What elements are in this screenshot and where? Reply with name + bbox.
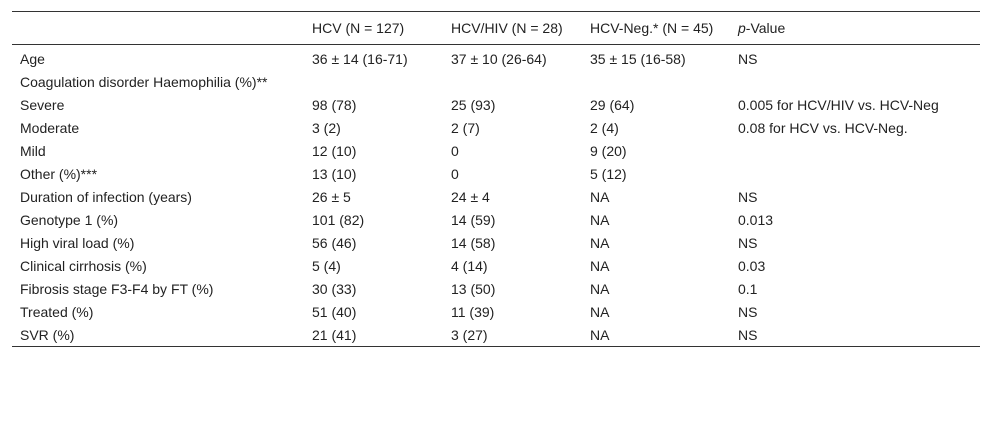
- table-body: [12, 45, 980, 347]
- clinical-characteristics-table: [12, 11, 980, 347]
- header-hcv: HCV (N = 127): [312, 20, 405, 36]
- row-label: Genotype 1 (%): [20, 212, 119, 228]
- cell-p-value: NS: [738, 235, 758, 251]
- table-header: [12, 12, 980, 45]
- cell-hcv-neg: NA: [590, 281, 610, 297]
- table-row: [12, 93, 980, 116]
- cell-hcv-hiv: 25 (93): [451, 97, 496, 113]
- cell-hcv-hiv: [443, 70, 582, 93]
- cell-hcv: 30 (33): [312, 281, 357, 297]
- row-label: High viral load (%): [20, 235, 135, 251]
- cell-hcv: 21 (41): [312, 327, 357, 343]
- header-hcv-hiv: HCV/HIV (N = 28): [451, 20, 563, 36]
- row-label: Other (%)***: [20, 166, 98, 182]
- cell-hcv-neg: NA: [590, 235, 610, 251]
- table-row: [12, 277, 980, 300]
- row-label: Clinical cirrhosis (%): [20, 258, 147, 274]
- table-row: [12, 208, 980, 231]
- cell-hcv-hiv: 14 (58): [451, 235, 496, 251]
- cell-hcv-hiv: 0: [451, 166, 459, 182]
- cell-p-value: [730, 139, 980, 162]
- header-p-value-italic: p: [738, 20, 746, 36]
- cell-hcv-hiv: 3 (27): [451, 327, 488, 343]
- cell-p-value: NS: [738, 327, 758, 343]
- cell-hcv: 51 (40): [312, 304, 357, 320]
- row-label: Fibrosis stage F3-F4 by FT (%): [20, 281, 214, 297]
- cell-hcv-neg: NA: [590, 258, 610, 274]
- cell-p-value: NS: [738, 304, 758, 320]
- cell-p-value: 0.1: [738, 281, 758, 297]
- table-row: [12, 116, 980, 139]
- row-label: Mild: [20, 143, 46, 159]
- cell-hcv-neg: NA: [590, 212, 610, 228]
- cell-hcv-neg: NA: [590, 189, 610, 205]
- data-table-container: [12, 11, 980, 347]
- cell-hcv-neg: NA: [590, 304, 610, 320]
- table-row: [12, 139, 980, 162]
- cell-p-value: 0.005 for HCV/HIV vs. HCV-Neg: [738, 97, 939, 113]
- table-row: [12, 185, 980, 208]
- row-label: Age: [20, 51, 45, 67]
- table-row: [12, 231, 980, 254]
- cell-hcv-neg: NA: [590, 327, 610, 343]
- cell-hcv: 56 (46): [312, 235, 357, 251]
- cell-p-value: NS: [738, 51, 758, 67]
- cell-hcv: 12 (10): [312, 143, 357, 159]
- header-p-value-rest: -Value: [745, 20, 786, 36]
- cell-hcv: [304, 70, 443, 93]
- cell-p-value: 0.013: [738, 212, 774, 228]
- cell-hcv: 26 ± 5: [312, 189, 351, 205]
- cell-hcv-neg: 35 ± 15 (16-58): [590, 51, 686, 67]
- cell-hcv-hiv: 2 (7): [451, 120, 480, 136]
- header-blank: [12, 12, 304, 45]
- cell-hcv: 101 (82): [312, 212, 365, 228]
- row-label: SVR (%): [20, 327, 75, 343]
- cell-p-value: NS: [738, 189, 758, 205]
- cell-hcv: 5 (4): [312, 258, 341, 274]
- cell-hcv-neg: 2 (4): [590, 120, 619, 136]
- cell-p-value: [730, 162, 980, 185]
- cell-hcv-hiv: 4 (14): [451, 258, 488, 274]
- cell-hcv-hiv: 14 (59): [451, 212, 496, 228]
- row-label: Coagulation disorder Haemophilia (%)**: [20, 74, 268, 90]
- cell-hcv-neg: 29 (64): [590, 97, 635, 113]
- table-row: [12, 300, 980, 323]
- row-label: Treated (%): [20, 304, 94, 320]
- cell-hcv-neg: 9 (20): [590, 143, 627, 159]
- table-row: [12, 70, 980, 93]
- cell-hcv-hiv: 11 (39): [451, 304, 495, 320]
- cell-hcv-neg: [582, 70, 730, 93]
- table-row: [12, 323, 980, 347]
- cell-p-value: [730, 70, 980, 93]
- table-row: [12, 254, 980, 277]
- header-row: [12, 12, 980, 45]
- cell-hcv: 36 ± 14 (16-71): [312, 51, 408, 67]
- table-row: [12, 162, 980, 185]
- row-label: Moderate: [20, 120, 80, 136]
- cell-p-value: 0.08 for HCV vs. HCV-Neg.: [738, 120, 908, 136]
- cell-hcv: 3 (2): [312, 120, 341, 136]
- cell-hcv-hiv: 0: [451, 143, 459, 159]
- cell-hcv: 13 (10): [312, 166, 357, 182]
- row-label: Duration of infection (years): [20, 189, 192, 205]
- cell-hcv-neg: 5 (12): [590, 166, 627, 182]
- cell-hcv-hiv: 13 (50): [451, 281, 496, 297]
- header-p-value: [730, 12, 980, 45]
- cell-p-value: 0.03: [738, 258, 766, 274]
- cell-hcv-hiv: 24 ± 4: [451, 189, 490, 205]
- row-label: Severe: [20, 97, 65, 113]
- header-hcv-neg: HCV-Neg.* (N = 45): [590, 20, 714, 36]
- table-row: [12, 45, 980, 71]
- cell-hcv-hiv: 37 ± 10 (26-64): [451, 51, 547, 67]
- cell-hcv: 98 (78): [312, 97, 357, 113]
